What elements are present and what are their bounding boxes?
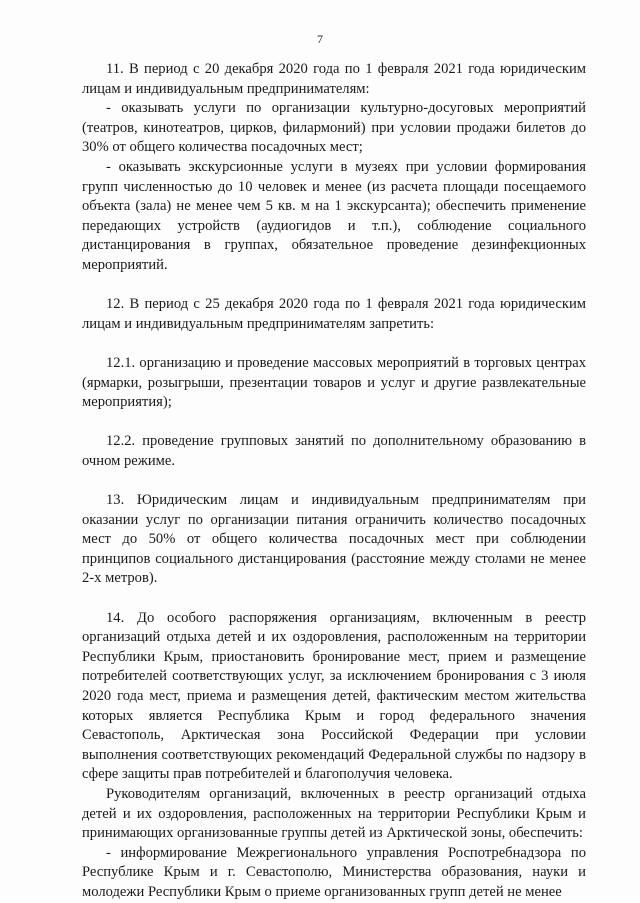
- paragraph-p14b: Руководителям организаций, включенных в реестр организаций отдыха детей и их оздоровления, расположенных на территории Республики Крым и принимающих организованные группы детей из Арктической зоны, обеспечить:: [82, 785, 586, 842]
- paragraph-p12-2: 12.2. проведение групповых занятий по дополнительному образованию в очном режиме.: [82, 433, 586, 469]
- paragraph-p14c: - информирование Межрегионального управления Роспотребнадзора по Республике Крым и г. Севастополю, Министерства образования, науки и молодежи Республики Крым о приеме организованных групп детей не менее: [82, 844, 586, 900]
- paragraph-p12-1: 12.1. организацию и проведение массовых мероприятий в торговых центрах (ярмарки, розыгрыши, презентации товаров и услуг и другие развлекательные мероприятия);: [82, 354, 586, 411]
- paragraph-p13: 13. Юридическим лицам и индивидуальным предпринимателям при оказании услуг по организации питания ограничить количество посадочных мест до 50% от общего количества посадочных мест при соблюдении принципов социального дистанцирования (расстояние между столами не менее 2-х метров).: [82, 492, 586, 587]
- paragraph-p11a: - оказывать услуги по организации культурно-досуговых мероприятий (театров, кинотеатров, цирков, филармоний) при условии продажи билетов до 30% от общего количества посадочных мест;: [82, 100, 586, 156]
- page-number: 7: [317, 32, 323, 46]
- document-body: [82, 60, 586, 903]
- paragraph-p14: 14. До особого распоряжения организациям, включенным в реестр организаций отдыха детей и их оздоровления, расположенным на территории Республики Крым, приостановить бронирование мест, прием и размещение потребителей соответствующих услуг, за исключением бронирования с 3 июля 2020 года мест, приема и размещения детей, фактическим местом жительства которых является Республика Крым и город федерального значения Севастополь, Арктическая зона Российской Федерации при условии выполнения соответствующих рекомендаций Федеральной службы по надзору в сфере защиты прав потребителей и благополучия человека.: [82, 609, 586, 783]
- paragraph-p11: 11. В период с 20 декабря 2020 года по 1 февраля 2021 года юридическим лицам и индивидуальным предпринимателям:: [82, 61, 586, 97]
- paragraph-p12: 12. В период с 25 декабря 2020 года по 1 февраля 2021 года юридическим лицам и индивидуальным предпринимателям запретить:: [82, 296, 586, 332]
- paragraph-p11b: - оказывать экскурсионные услуги в музеях при условии формирования групп численностью до 10 человек и менее (из расчета площади посещаемого объекта (зала) не менее чем 5 кв. м на 1 экскурсанта); обеспечить применение передающих устройств (аудиогидов и т.п.), соблюдение социального дистанцирования в группах, обязательное проведение дезинфекционных мероприятий.: [82, 158, 586, 273]
